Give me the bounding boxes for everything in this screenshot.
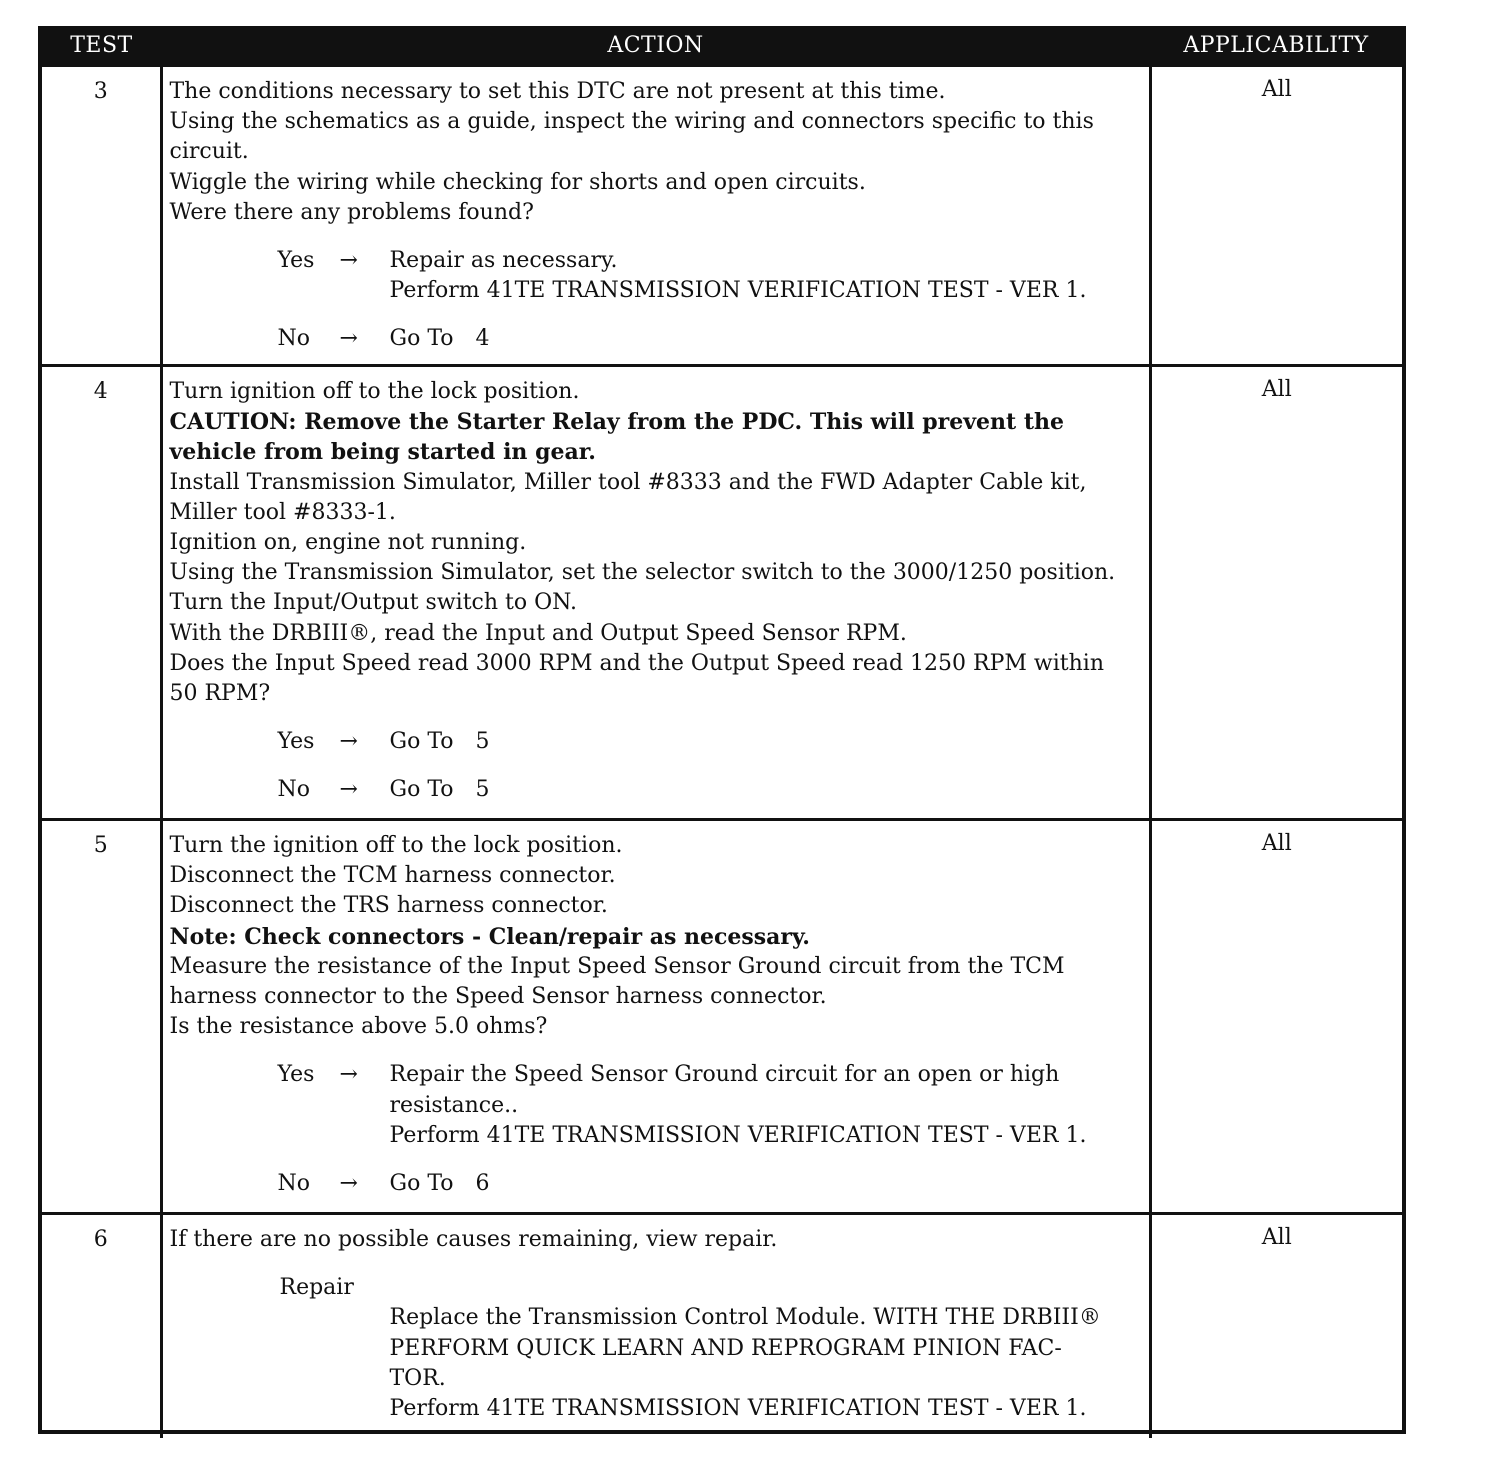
no-result xyxy=(390,1169,1143,1199)
action-cell xyxy=(161,820,1150,1214)
result-line: resistance.. xyxy=(389,1092,519,1118)
yes-label: Yes xyxy=(277,248,315,274)
goto-text: Go To xyxy=(389,1171,454,1197)
no-result xyxy=(390,324,1143,354)
caution-line: vehicle from being started in gear. xyxy=(169,439,596,466)
action-cell xyxy=(161,1214,1150,1439)
yes-label: Yes xyxy=(277,729,315,755)
test-number: 4 xyxy=(42,366,161,820)
action-cell xyxy=(161,66,1150,366)
goto-target: 5 xyxy=(475,777,490,803)
goto-text: Go To xyxy=(389,326,454,352)
action-line: With the DRBIII®, read the Input and Output Speed Sensor RPM. xyxy=(169,620,907,646)
action-line: circuit. xyxy=(169,139,249,165)
action-line: Is the resistance above 5.0 ohms? xyxy=(169,1014,548,1040)
action-line: Miller tool #8333-1. xyxy=(169,499,396,525)
yes-label: Yes xyxy=(277,1062,315,1088)
action-line: Disconnect the TRS harness connector. xyxy=(169,893,608,919)
action-line: Turn the Input/Output switch to ON. xyxy=(169,590,577,616)
applicability-cell: All xyxy=(1150,820,1402,1214)
action-line: Turn the ignition off to the lock position. xyxy=(169,833,623,858)
result-line: Perform 41TE TRANSMISSION VERIFICATION TEST - VER 1. xyxy=(389,1122,1087,1148)
action-line: Using the Transmission Simulator, set the selector switch to the 3000/1250 position. xyxy=(169,560,1116,586)
no-result xyxy=(390,775,1143,805)
no-label: No xyxy=(277,1171,310,1197)
action-line: harness connector to the Speed Sensor harness connector. xyxy=(169,984,827,1010)
no-branch xyxy=(170,775,1143,805)
action-line: The conditions necessary to set this DTC are not present at this time. xyxy=(169,79,946,104)
no-label: No xyxy=(277,777,310,803)
arrow-icon: → xyxy=(339,1062,358,1088)
repair-label: Repair xyxy=(279,1275,354,1301)
no-branch xyxy=(170,324,1143,354)
action-line: Measure the resistance of the Input Speed Sensor Ground circuit from the TCM xyxy=(169,953,1065,979)
repair-line: Replace the Transmission Control Module. WITH THE DRBIII® xyxy=(389,1305,1101,1331)
no-branch xyxy=(170,1169,1143,1199)
yes-result xyxy=(390,727,1143,757)
action-line: Using the schematics as a guide, inspect the wiring and connectors specific to this xyxy=(169,109,1094,135)
goto-text: Go To xyxy=(389,777,454,803)
test-number: 5 xyxy=(42,820,161,1214)
yes-branch xyxy=(170,246,1143,306)
repair-line: TOR. xyxy=(389,1365,446,1391)
applicability-cell: All xyxy=(1150,366,1402,820)
arrow-icon: → xyxy=(339,729,358,755)
header-action: ACTION xyxy=(161,26,1150,66)
note-line: Note: Check connectors - Clean/repair as necessary. xyxy=(169,923,810,950)
no-label: No xyxy=(277,326,310,352)
diagnostic-table-frame xyxy=(38,26,1406,1434)
header-applicability: APPLICABILITY xyxy=(1150,26,1402,66)
yes-result xyxy=(390,1060,1143,1151)
arrow-icon: → xyxy=(339,777,358,803)
applicability-cell: All xyxy=(1150,1214,1402,1439)
yes-result xyxy=(390,246,1143,306)
result-line: Repair as necessary. xyxy=(389,248,618,274)
arrow-icon: → xyxy=(339,1171,358,1197)
repair-line: Perform 41TE TRANSMISSION VERIFICATION TEST - VER 1. xyxy=(389,1396,1087,1422)
applicability-cell: All xyxy=(1150,66,1402,366)
action-line: If there are no possible causes remaining, view repair. xyxy=(169,1227,778,1252)
table-row xyxy=(42,66,1402,366)
action-line: Turn ignition off to the lock position. xyxy=(169,379,580,404)
repair-text xyxy=(390,1303,1143,1424)
action-line: 50 RPM? xyxy=(169,681,271,707)
arrow-icon: → xyxy=(339,248,358,274)
result-line: Perform 41TE TRANSMISSION VERIFICATION TEST - VER 1. xyxy=(389,278,1087,304)
table-row xyxy=(42,820,1402,1214)
action-line: Ignition on, engine not running. xyxy=(169,530,527,556)
test-number: 3 xyxy=(42,66,161,366)
test-number: 6 xyxy=(42,1214,161,1439)
goto-target: 6 xyxy=(475,1171,490,1197)
yes-branch xyxy=(170,727,1143,757)
action-line: Does the Input Speed read 3000 RPM and the Output Speed read 1250 RPM within xyxy=(169,650,1104,676)
action-line: Wiggle the wiring while checking for shorts and open circuits. xyxy=(169,169,866,195)
action-cell xyxy=(161,366,1150,820)
goto-target: 5 xyxy=(475,729,490,755)
result-line: Repair the Speed Sensor Ground circuit for an open or high xyxy=(389,1062,1060,1088)
action-line: Install Transmission Simulator, Miller tool #8333 and the FWD Adapter Cable kit, xyxy=(169,469,1087,495)
goto-target: 4 xyxy=(475,326,490,352)
header-row xyxy=(42,26,1402,66)
header-test: TEST xyxy=(42,26,161,66)
action-line: Were there any problems found? xyxy=(169,199,534,225)
goto-text: Go To xyxy=(389,729,454,755)
yes-branch xyxy=(170,1060,1143,1151)
table-row xyxy=(42,366,1402,820)
action-line: Disconnect the TCM harness connector. xyxy=(169,863,616,889)
diagnostic-table xyxy=(42,26,1402,1438)
table-row xyxy=(42,1214,1402,1439)
caution-line: CAUTION: Remove the Starter Relay from the PDC. This will prevent the xyxy=(169,409,1065,436)
arrow-icon: → xyxy=(339,326,358,352)
repair-line: PERFORM QUICK LEARN AND REPROGRAM PINION FAC- xyxy=(389,1335,1062,1361)
